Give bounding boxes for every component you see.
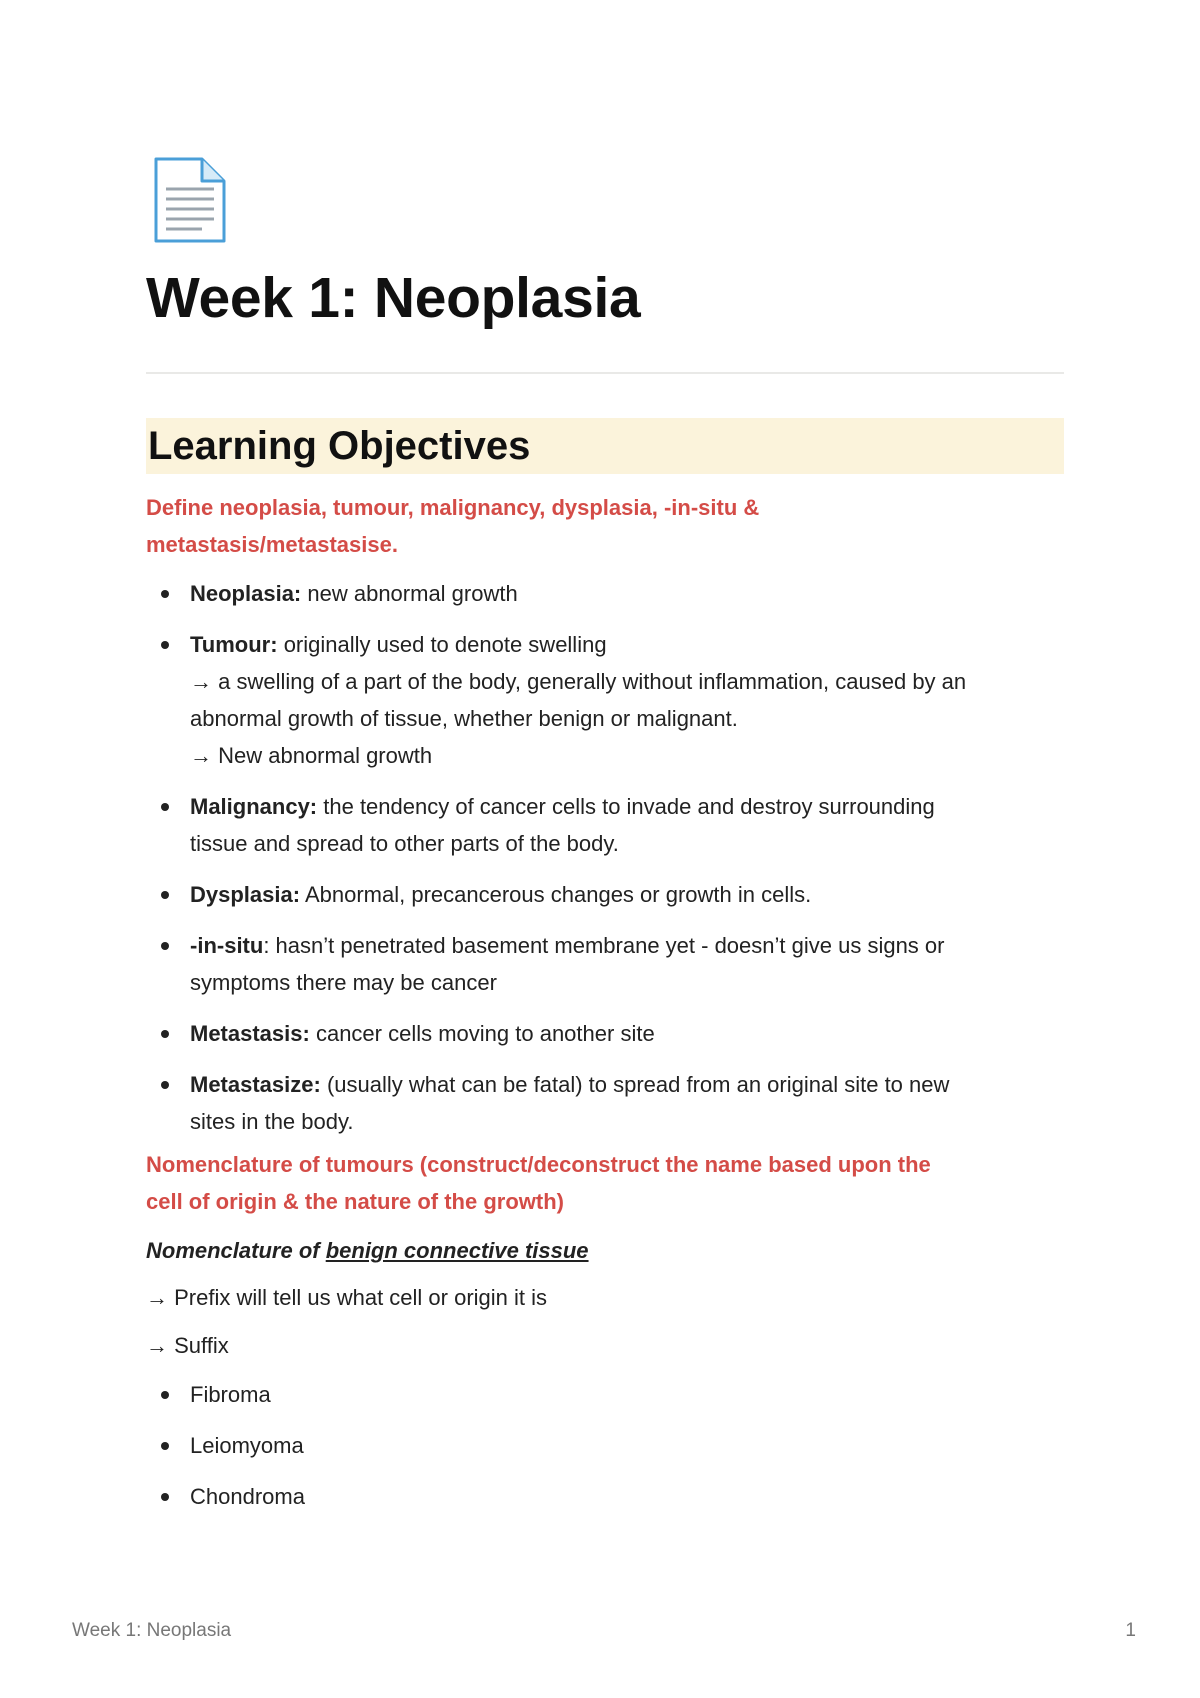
page-content [146, 258, 1064, 1529]
page-number: 1 [1125, 1620, 1136, 1641]
title-divider [146, 372, 1064, 374]
term-detail: tissue and spread to other parts of the body. [190, 831, 619, 856]
term-label: Metastasize: [190, 1072, 321, 1097]
suffix-note: → Suffix [146, 1333, 229, 1358]
document-icon [150, 155, 230, 245]
examples-list [146, 1376, 1064, 1515]
term-definition: cancer cells moving to another site [309, 1021, 655, 1046]
term-label: Neoplasia: [190, 581, 302, 606]
term-definition: : hasn’t penetrated basement membrane yet - doesn’t give us signs or [263, 933, 945, 958]
list-item [146, 626, 1064, 774]
list-item [146, 1066, 1064, 1140]
term-definition: (usually what can be fatal) to spread from an original site to new [320, 1072, 950, 1097]
term-definition: originally used to denote swelling [277, 632, 607, 657]
term-label: -in-situ [190, 933, 264, 958]
term-detail: symptoms there may be cancer [190, 970, 497, 995]
term-detail: → New abnormal growth [190, 743, 433, 768]
list-item [146, 575, 1064, 612]
term-definition: Abnormal, precancerous changes or growth in cells. [300, 882, 812, 907]
nomenclature-subheading: Nomenclature of benign connective tissue [146, 1238, 589, 1263]
list-item: Leiomyoma [146, 1427, 1064, 1464]
term-definition: the tendency of cancer cells to invade and destroy surrounding [317, 794, 935, 819]
objective-1-heading: Define neoplasia, tumour, malignancy, dysplasia, -in-situ & metastasis/metastasise. [146, 495, 760, 557]
list-item [146, 876, 1064, 913]
list-item [146, 788, 1064, 862]
page-title: Week 1: Neoplasia [146, 266, 641, 330]
term-detail: sites in the body. [190, 1109, 354, 1134]
term-detail: abnormal growth of tissue, whether benign or malignant. [190, 706, 738, 731]
term-detail: → a swelling of a part of the body, generally without inflammation, caused by an [190, 669, 967, 694]
definitions-list [146, 575, 1064, 1140]
term-label: Malignancy: [190, 794, 318, 819]
term-label: Metastasis: [190, 1021, 310, 1046]
prefix-note: → Prefix will tell us what cell or origin it is [146, 1285, 548, 1310]
list-item [146, 927, 1064, 1001]
section-heading-band [146, 418, 1064, 474]
list-item: Chondroma [146, 1478, 1064, 1515]
section-heading: Learning Objectives [148, 424, 531, 468]
list-item [146, 1015, 1064, 1052]
term-label: Tumour: [190, 632, 278, 657]
term-definition: new abnormal growth [301, 581, 518, 606]
footer-title: Week 1: Neoplasia [72, 1620, 232, 1641]
list-item: Fibroma [146, 1376, 1064, 1413]
term-label: Dysplasia: [190, 882, 301, 907]
objective-2-heading: Nomenclature of tumours (construct/deconstruct the name based upon the cell of origin & the nature of the growth) [146, 1152, 931, 1214]
